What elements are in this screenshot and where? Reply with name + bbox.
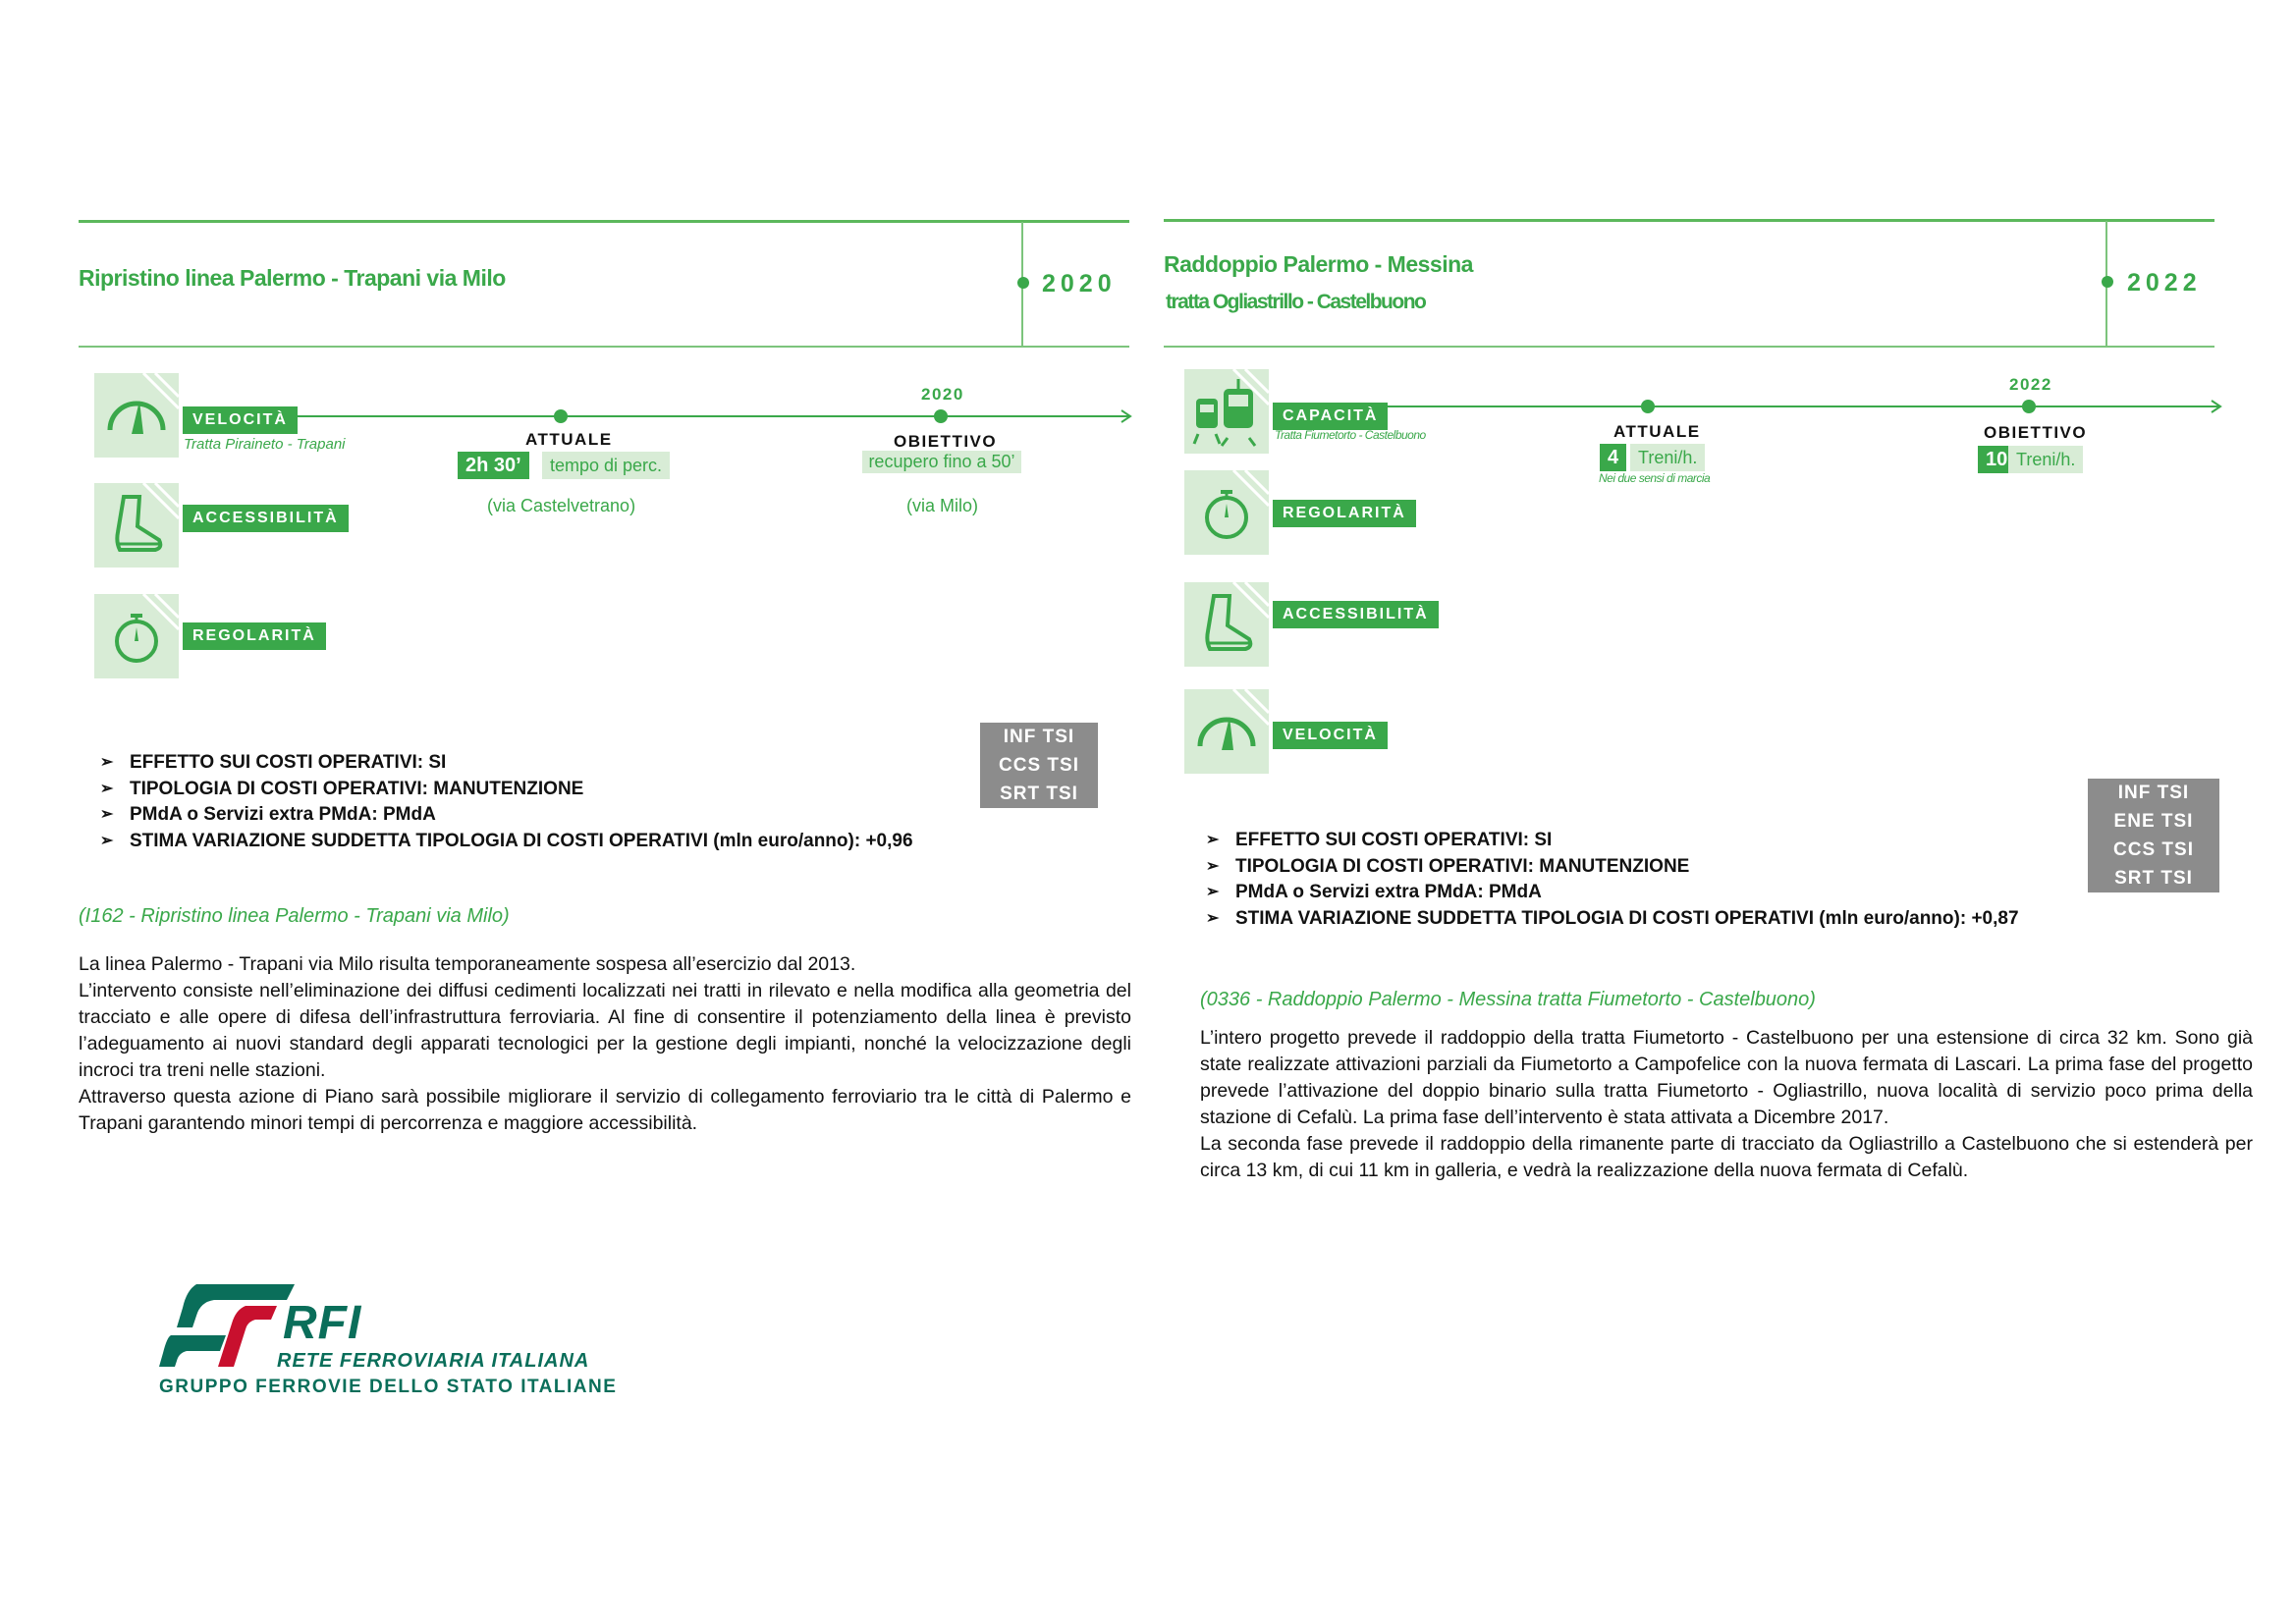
right-timeline-axis <box>1375 406 2219 407</box>
right-target-value: 10 <box>1978 446 2015 473</box>
right-current-unit: Treni/h. <box>1630 444 1705 471</box>
right-timeline-arrow-icon <box>2210 399 2223 414</box>
right-tsi-box <box>2088 779 2219 892</box>
paragraph: La seconda fase prevede il raddoppio della rimanente parte di tracciato da Ogliastrillo a Castelbuono che si estenderà per circa 13 km, di cui 11 km in galleria, e vedrà la realizzazione della nuova fermata di Cefalù. <box>1200 1133 2253 1181</box>
stopwatch-icon <box>1184 470 1269 555</box>
paragraph: L’intero progetto prevede il raddoppio della tratta Fiumetorto - Castelbuono per una estensione di circa 32 km. Sono già state realizzate attivazioni parziali da Fiumetorto a Campofelice con la nuova fermata di Lascari. La prima fase del progetto prevede l’attivazione del doppio binario sulla tratta Fiumetorto - Ogliastrillo, nuova località di servizio poco prima della stazione di Cefalù. La prima fase dell’intervento è stata attivata a Dicembre 2017. <box>1200 1027 2253 1128</box>
left-tsi-item: INF TSI <box>1003 727 1075 747</box>
logo-line1: RETE FERROVIARIA ITALIANA <box>277 1350 590 1372</box>
left-timeline-arrow-icon <box>1120 408 1133 424</box>
left-current-value: 2h 30’ <box>458 452 529 479</box>
left-regular-tag: REGOLARITÀ <box>183 622 326 650</box>
left-description <box>79 951 1131 1137</box>
stopwatch-icon <box>94 594 179 678</box>
left-target-dot <box>934 409 948 423</box>
fs-logo-mark-icon <box>157 1276 295 1371</box>
list-item: ➢ STIMA VARIAZIONE SUDDETTA TIPOLOGIA DI COSTI OPERATIVI (mln euro/anno): +0,87 <box>1206 906 2019 933</box>
left-tsi-item: SRT TSI <box>1000 784 1078 804</box>
right-target-year: 2022 <box>2009 375 2052 394</box>
left-target-year: 2020 <box>921 385 964 404</box>
paragraph: La linea Palermo - Trapani via Milo risulta temporaneamente sospesa all’esercizio dal 2013. <box>79 953 856 975</box>
list-item: ➢ TIPOLOGIA DI COSTI OPERATIVI: MANUTENZIONE <box>100 777 913 803</box>
right-tsi-item: SRT TSI <box>2114 868 2193 889</box>
left-year: 2020 <box>1042 270 1117 297</box>
logo-line2: GRUPPO FERROVIE DELLO STATO ITALIANE <box>159 1377 618 1397</box>
train-icon <box>1184 369 1269 454</box>
right-project-subtitle: tratta Ogliastrillo - Castelbuono <box>1166 291 1426 313</box>
right-speed-tag: VELOCITÀ <box>1273 722 1388 749</box>
list-item: ➢ EFFETTO SUI COSTI OPERATIVI: SI <box>100 750 913 777</box>
right-reference: (0336 - Raddoppio Palermo - Messina tratta Fiumetorto - Castelbuono) <box>1200 989 1816 1010</box>
list-item: ➢ PMdA o Servizi extra PMdA: PMdA <box>100 802 913 829</box>
left-target-head: OBIETTIVO <box>894 432 998 451</box>
left-speed-tag: VELOCITÀ <box>183 406 298 434</box>
right-target-unit: Treni/h. <box>2008 446 2083 473</box>
left-reference: (I162 - Ripristino linea Palermo - Trapani via Milo) <box>79 905 510 927</box>
right-bottom-rule <box>1164 346 2214 348</box>
right-description <box>1200 1025 2253 1184</box>
shoe-icon <box>1184 582 1269 667</box>
left-tsi-item: CCS TSI <box>999 755 1079 776</box>
left-speed-note: Tratta Piraineto - Trapani <box>184 436 346 453</box>
right-top-rule <box>1164 219 2214 222</box>
right-current-head: ATTUALE <box>1613 422 1701 441</box>
paragraph: Attraverso questa azione di Piano sarà possibile migliorare il servizio di collegamento ferroviario tra le città di Palermo e Trapani garantendo minori tempi di percorrenza e maggiore accessibilità. <box>79 1086 1131 1134</box>
left-top-rule <box>79 220 1129 223</box>
logo-brand: RFI <box>283 1297 362 1349</box>
left-bottom-rule <box>79 346 1129 348</box>
right-tsi-item: ENE TSI <box>2113 811 2194 832</box>
left-year-dot <box>1017 277 1029 289</box>
right-regular-tag: REGOLARITÀ <box>1273 500 1416 527</box>
left-project-title: Ripristino linea Palermo - Trapani via Milo <box>79 265 506 291</box>
right-target-head: OBIETTIVO <box>1984 423 2088 442</box>
left-bullet-list <box>100 750 913 854</box>
left-timeline-axis <box>295 415 1129 417</box>
speedometer-icon <box>1184 689 1269 774</box>
list-item: ➢ STIMA VARIAZIONE SUDDETTA TIPOLOGIA DI COSTI OPERATIVI (mln euro/anno): +0,96 <box>100 829 913 855</box>
list-item: ➢ PMdA o Servizi extra PMdA: PMdA <box>1206 880 2019 906</box>
right-year-dot <box>2102 276 2113 288</box>
shoe-icon <box>94 483 179 568</box>
right-target-dot <box>2022 400 2036 413</box>
paragraph: L’intervento consiste nell’eliminazione dei diffusi cedimenti localizzati nei tratti in rilevato e nella modifica alla geometria del tracciato e alle opere di difesa dell’infrastruttura ferroviaria. Al fine di consentire il potenziamento della linea è previsto l’adeguamento ai nuovi standard degli apparati tecnologici per la gestione degli impianti, nonché la velocizzazione degli incroci tra treni nelle stazioni. <box>79 980 1131 1081</box>
right-current-note: Nei due sensi di marcia <box>1599 471 1711 485</box>
left-current-head: ATTUALE <box>525 430 613 449</box>
left-target-note: (via Milo) <box>906 496 979 515</box>
left-current-unit: tempo di perc. <box>542 452 670 479</box>
speedometer-icon <box>94 373 179 458</box>
left-target-text: recupero fino a 50’ <box>862 451 1021 473</box>
list-item: ➢ EFFETTO SUI COSTI OPERATIVI: SI <box>1206 828 2019 854</box>
right-project-title: Raddoppio Palermo - Messina <box>1164 251 1473 277</box>
left-current-note: (via Castelvetrano) <box>487 496 636 515</box>
left-current-dot <box>554 409 568 423</box>
right-current-value: 4 <box>1600 444 1626 471</box>
right-capacity-note: Tratta Fiumetorto - Castelbuono <box>1275 428 1426 442</box>
right-tsi-item: INF TSI <box>2117 783 2190 803</box>
right-bullet-list <box>1206 828 2019 932</box>
list-item: ➢ TIPOLOGIA DI COSTI OPERATIVI: MANUTENZIONE <box>1206 854 2019 881</box>
right-access-tag: ACCESSIBILITÀ <box>1273 601 1439 628</box>
right-tsi-item: CCS TSI <box>2113 839 2194 860</box>
right-current-dot <box>1641 400 1655 413</box>
right-capacity-tag: CAPACITÀ <box>1273 403 1388 430</box>
right-year: 2022 <box>2127 269 2202 297</box>
left-access-tag: ACCESSIBILITÀ <box>183 505 349 532</box>
left-tsi-box <box>980 723 1098 808</box>
